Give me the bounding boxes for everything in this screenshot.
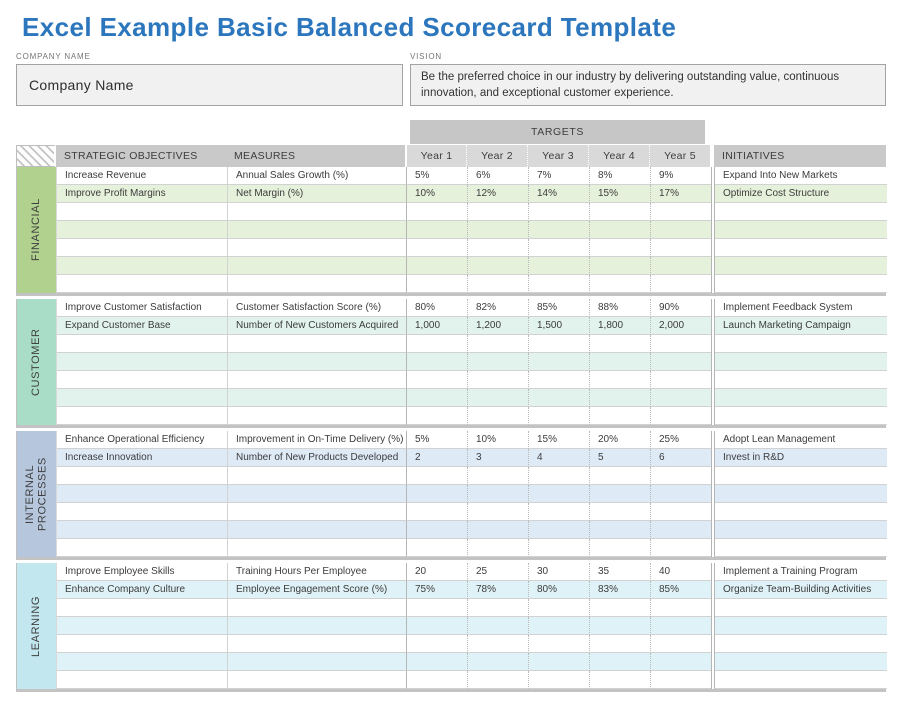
initiative-cell[interactable] <box>715 335 887 353</box>
objective-cell[interactable] <box>57 257 227 275</box>
objective-cell[interactable]: Enhance Operational Efficiency <box>57 431 227 449</box>
objective-cell[interactable] <box>57 389 227 407</box>
target-cell-year-3[interactable] <box>528 653 589 671</box>
initiative-cell[interactable] <box>715 203 887 221</box>
target-cell-year-5[interactable] <box>650 599 711 617</box>
measure-cell[interactable] <box>227 407 406 425</box>
target-cell-year-3[interactable] <box>528 617 589 635</box>
target-cell-year-2[interactable] <box>467 635 528 653</box>
target-cell-year-4[interactable] <box>589 653 650 671</box>
objective-cell[interactable] <box>57 407 227 425</box>
target-cell-year-2[interactable] <box>467 275 528 293</box>
column-header-year-1: Year 1 <box>405 145 466 167</box>
target-cell-year-4[interactable]: 15% <box>589 185 650 203</box>
initiative-cell[interactable] <box>715 617 887 635</box>
target-cell-year-2[interactable] <box>467 239 528 257</box>
target-cell-year-1[interactable] <box>406 371 467 389</box>
target-cell-year-3[interactable]: 30 <box>528 563 589 581</box>
target-cell-year-4[interactable] <box>589 599 650 617</box>
initiative-cell[interactable] <box>715 671 887 689</box>
target-cell-year-1[interactable]: 75% <box>406 581 467 599</box>
target-cell-year-3[interactable] <box>528 407 589 425</box>
measure-cell[interactable] <box>227 485 406 503</box>
measure-cell[interactable]: Number of New Products Developed <box>227 449 406 467</box>
table-header-row <box>16 145 886 167</box>
measure-cell[interactable] <box>227 539 406 557</box>
target-cell-year-5[interactable] <box>650 335 711 353</box>
target-cell-year-5[interactable] <box>650 275 711 293</box>
initiative-cell[interactable] <box>715 371 887 389</box>
target-cell-year-4[interactable] <box>589 485 650 503</box>
target-cell-year-1[interactable] <box>406 485 467 503</box>
objective-cell[interactable]: Improve Employee Skills <box>57 563 227 581</box>
target-cell-year-4[interactable] <box>589 221 650 239</box>
objective-cell[interactable]: Expand Customer Base <box>57 317 227 335</box>
target-cell-year-2[interactable]: 25 <box>467 563 528 581</box>
target-cell-year-3[interactable] <box>528 275 589 293</box>
initiative-cell[interactable]: Launch Marketing Campaign <box>715 317 887 335</box>
target-cell-year-4[interactable] <box>589 467 650 485</box>
target-cell-year-3[interactable] <box>528 539 589 557</box>
target-cell-year-5[interactable]: 17% <box>650 185 711 203</box>
objective-cell[interactable]: Increase Revenue <box>57 167 227 185</box>
target-cell-year-5[interactable] <box>650 407 711 425</box>
target-cell-year-3[interactable]: 1,500 <box>528 317 589 335</box>
target-cell-year-3[interactable] <box>528 335 589 353</box>
target-cell-year-5[interactable] <box>650 635 711 653</box>
initiative-cell[interactable] <box>715 221 887 239</box>
vision-label: VISION <box>410 52 442 61</box>
target-cell-year-5[interactable] <box>650 239 711 257</box>
section-customer <box>16 299 886 428</box>
target-cell-year-1[interactable] <box>406 671 467 689</box>
target-cell-year-1[interactable] <box>406 257 467 275</box>
measure-cell[interactable] <box>227 635 406 653</box>
target-cell-year-1[interactable] <box>406 635 467 653</box>
target-cell-year-3[interactable] <box>528 389 589 407</box>
initiative-cell[interactable] <box>715 503 887 521</box>
vision-input[interactable]: Be the preferred choice in our industry by delivering outstanding value, continuous innovation, and exceptional customer experience. <box>410 64 886 106</box>
scorecard-table <box>16 120 886 692</box>
measure-cell[interactable] <box>227 503 406 521</box>
target-cell-year-1[interactable]: 5% <box>406 431 467 449</box>
target-cell-year-2[interactable]: 12% <box>467 185 528 203</box>
target-cell-year-2[interactable]: 82% <box>467 299 528 317</box>
target-cell-year-4[interactable]: 20% <box>589 431 650 449</box>
section-learning <box>16 563 886 692</box>
target-cell-year-1[interactable]: 20 <box>406 563 467 581</box>
target-cell-year-3[interactable] <box>528 485 589 503</box>
measure-cell[interactable] <box>227 599 406 617</box>
target-cell-year-5[interactable] <box>650 353 711 371</box>
target-cell-year-3[interactable] <box>528 599 589 617</box>
target-cell-year-4[interactable]: 8% <box>589 167 650 185</box>
corner-hatch-cell <box>16 145 56 167</box>
target-cell-year-5[interactable] <box>650 485 711 503</box>
target-cell-year-1[interactable]: 1,000 <box>406 317 467 335</box>
target-cell-year-1[interactable] <box>406 389 467 407</box>
vision-field-group <box>410 52 886 106</box>
target-cell-year-3[interactable]: 80% <box>528 581 589 599</box>
objective-cell[interactable] <box>57 671 227 689</box>
target-cell-year-1[interactable] <box>406 539 467 557</box>
target-cell-year-5[interactable] <box>650 653 711 671</box>
measure-cell[interactable] <box>227 275 406 293</box>
target-cell-year-3[interactable] <box>528 203 589 221</box>
initiative-cell[interactable]: Implement a Training Program <box>715 563 887 581</box>
initiative-cell[interactable] <box>715 635 887 653</box>
target-cell-year-4[interactable]: 1,800 <box>589 317 650 335</box>
measure-cell[interactable] <box>227 257 406 275</box>
target-cell-year-1[interactable] <box>406 221 467 239</box>
target-cell-year-5[interactable]: 2,000 <box>650 317 711 335</box>
target-cell-year-5[interactable] <box>650 521 711 539</box>
targets-header: TARGETS <box>410 120 705 144</box>
target-cell-year-4[interactable] <box>589 521 650 539</box>
objective-cell[interactable] <box>57 335 227 353</box>
column-header-year-5: Year 5 <box>649 145 710 167</box>
target-cell-year-2[interactable] <box>467 539 528 557</box>
initiative-cell[interactable]: Organize Team-Building Activities <box>715 581 887 599</box>
target-cell-year-2[interactable]: 6% <box>467 167 528 185</box>
target-cell-year-2[interactable] <box>467 599 528 617</box>
target-cell-year-4[interactable] <box>589 257 650 275</box>
target-cell-year-3[interactable]: 15% <box>528 431 589 449</box>
target-cell-year-2[interactable] <box>467 467 528 485</box>
target-cell-year-3[interactable] <box>528 521 589 539</box>
target-cell-year-5[interactable]: 40 <box>650 563 711 581</box>
target-cell-year-3[interactable] <box>528 371 589 389</box>
section-internal-processes <box>16 431 886 560</box>
target-cell-year-3[interactable]: 7% <box>528 167 589 185</box>
measure-cell[interactable] <box>227 671 406 689</box>
target-cell-year-4[interactable] <box>589 539 650 557</box>
header-fields <box>16 52 886 106</box>
section-label-internal-processes: INTERNAL PROCESSES <box>23 457 49 531</box>
target-cell-year-5[interactable] <box>650 257 711 275</box>
target-cell-year-1[interactable] <box>406 275 467 293</box>
target-cell-year-2[interactable] <box>467 407 528 425</box>
measure-cell[interactable] <box>227 371 406 389</box>
target-cell-year-4[interactable] <box>589 617 650 635</box>
initiative-cell[interactable] <box>715 353 887 371</box>
target-cell-year-2[interactable] <box>467 203 528 221</box>
target-cell-year-4[interactable]: 5 <box>589 449 650 467</box>
initiative-cell[interactable] <box>715 389 887 407</box>
target-cell-year-3[interactable] <box>528 257 589 275</box>
target-cell-year-5[interactable] <box>650 671 711 689</box>
target-cell-year-4[interactable] <box>589 407 650 425</box>
target-cell-year-2[interactable] <box>467 353 528 371</box>
measure-cell[interactable]: Training Hours Per Employee <box>227 563 406 581</box>
initiative-cell[interactable]: Implement Feedback System <box>715 299 887 317</box>
targets-banner-row <box>16 120 886 144</box>
initiative-cell[interactable]: Optimize Cost Structure <box>715 185 887 203</box>
target-cell-year-4[interactable] <box>589 203 650 221</box>
objective-cell[interactable] <box>57 539 227 557</box>
target-cell-year-2[interactable] <box>467 671 528 689</box>
target-cell-year-2[interactable] <box>467 653 528 671</box>
measure-cell[interactable]: Employee Engagement Score (%) <box>227 581 406 599</box>
target-cell-year-2[interactable] <box>467 521 528 539</box>
target-cell-year-1[interactable]: 80% <box>406 299 467 317</box>
target-cell-year-1[interactable] <box>406 653 467 671</box>
target-cell-year-2[interactable] <box>467 485 528 503</box>
target-cell-year-5[interactable] <box>650 389 711 407</box>
target-cell-year-4[interactable] <box>589 635 650 653</box>
target-cell-year-2[interactable]: 3 <box>467 449 528 467</box>
target-cell-year-1[interactable] <box>406 335 467 353</box>
measure-cell[interactable] <box>227 617 406 635</box>
section-band-internal-processes <box>17 431 57 557</box>
measure-cell[interactable] <box>227 239 406 257</box>
objective-cell[interactable] <box>57 599 227 617</box>
target-cell-year-2[interactable] <box>467 335 528 353</box>
objective-cell[interactable] <box>57 503 227 521</box>
section-financial <box>16 167 886 296</box>
objective-cell[interactable] <box>57 653 227 671</box>
table-body <box>16 167 886 692</box>
measure-cell[interactable] <box>227 221 406 239</box>
column-header-year-2: Year 2 <box>466 145 527 167</box>
initiative-cell[interactable]: Expand Into New Markets <box>715 167 887 185</box>
section-band-learning <box>17 563 57 689</box>
target-cell-year-5[interactable] <box>650 203 711 221</box>
objective-cell[interactable] <box>57 467 227 485</box>
target-cell-year-1[interactable] <box>406 617 467 635</box>
target-cell-year-4[interactable] <box>589 353 650 371</box>
target-cell-year-5[interactable]: 9% <box>650 167 711 185</box>
initiative-cell[interactable] <box>715 467 887 485</box>
target-cell-year-2[interactable]: 78% <box>467 581 528 599</box>
target-cell-year-2[interactable]: 1,200 <box>467 317 528 335</box>
objective-cell[interactable] <box>57 221 227 239</box>
initiative-cell[interactable] <box>715 653 887 671</box>
target-cell-year-3[interactable] <box>528 239 589 257</box>
target-cell-year-4[interactable] <box>589 275 650 293</box>
target-cell-year-1[interactable] <box>406 407 467 425</box>
target-cell-year-5[interactable] <box>650 221 711 239</box>
measure-cell[interactable] <box>227 389 406 407</box>
objective-cell[interactable]: Improve Profit Margins <box>57 185 227 203</box>
target-cell-year-3[interactable]: 85% <box>528 299 589 317</box>
measure-cell[interactable] <box>227 353 406 371</box>
target-cell-year-4[interactable]: 35 <box>589 563 650 581</box>
target-cell-year-1[interactable]: 5% <box>406 167 467 185</box>
target-cell-year-5[interactable] <box>650 467 711 485</box>
target-cell-year-2[interactable] <box>467 503 528 521</box>
target-cell-year-1[interactable]: 10% <box>406 185 467 203</box>
section-band-financial <box>17 167 57 293</box>
target-cell-year-3[interactable]: 14% <box>528 185 589 203</box>
target-cell-year-1[interactable] <box>406 353 467 371</box>
company-name-field-group <box>16 52 403 106</box>
initiative-cell[interactable] <box>715 275 887 293</box>
target-cell-year-5[interactable]: 90% <box>650 299 711 317</box>
objective-cell[interactable] <box>57 275 227 293</box>
objective-cell[interactable] <box>57 485 227 503</box>
objective-cell[interactable] <box>57 371 227 389</box>
measure-cell[interactable]: Improvement in On-Time Delivery (%) <box>227 431 406 449</box>
objective-cell[interactable] <box>57 521 227 539</box>
section-label-customer: CUSTOMER <box>30 328 43 396</box>
column-header-year-3: Year 3 <box>527 145 588 167</box>
measure-cell[interactable]: Net Margin (%) <box>227 185 406 203</box>
objective-cell[interactable] <box>57 617 227 635</box>
section-label-learning: LEARNING <box>30 595 43 657</box>
target-cell-year-5[interactable] <box>650 539 711 557</box>
column-header-strategic-objectives: STRATEGIC OBJECTIVES <box>56 145 226 167</box>
target-cell-year-5[interactable] <box>650 371 711 389</box>
initiative-cell[interactable] <box>715 257 887 275</box>
target-cell-year-3[interactable] <box>528 635 589 653</box>
target-cell-year-4[interactable]: 88% <box>589 299 650 317</box>
target-cell-year-5[interactable]: 25% <box>650 431 711 449</box>
objective-cell[interactable]: Improve Customer Satisfaction <box>57 299 227 317</box>
section-band-customer <box>17 299 57 425</box>
measure-cell[interactable] <box>227 653 406 671</box>
target-cell-year-4[interactable] <box>589 239 650 257</box>
target-cell-year-2[interactable] <box>467 371 528 389</box>
objective-cell[interactable] <box>57 353 227 371</box>
target-cell-year-4[interactable] <box>589 371 650 389</box>
initiative-cell[interactable] <box>715 599 887 617</box>
target-cell-year-3[interactable]: 4 <box>528 449 589 467</box>
objective-cell[interactable] <box>57 635 227 653</box>
target-cell-year-4[interactable] <box>589 335 650 353</box>
target-cell-year-1[interactable] <box>406 521 467 539</box>
objective-cell[interactable] <box>57 239 227 257</box>
measure-cell[interactable] <box>227 203 406 221</box>
initiative-cell[interactable]: Adopt Lean Management <box>715 431 887 449</box>
target-cell-year-1[interactable] <box>406 503 467 521</box>
measure-cell[interactable] <box>227 335 406 353</box>
target-cell-year-1[interactable] <box>406 239 467 257</box>
measure-cell[interactable] <box>227 467 406 485</box>
company-name-input[interactable]: Company Name <box>16 64 403 106</box>
target-cell-year-5[interactable]: 85% <box>650 581 711 599</box>
company-name-label: COMPANY NAME <box>16 52 91 61</box>
initiative-cell[interactable] <box>715 407 887 425</box>
objective-cell[interactable] <box>57 203 227 221</box>
measure-cell[interactable]: Number of New Customers Acquired <box>227 317 406 335</box>
target-cell-year-1[interactable] <box>406 467 467 485</box>
initiative-cell[interactable] <box>715 521 887 539</box>
initiative-cell[interactable] <box>715 539 887 557</box>
target-cell-year-2[interactable] <box>467 257 528 275</box>
target-cell-year-5[interactable] <box>650 617 711 635</box>
target-cell-year-3[interactable] <box>528 221 589 239</box>
target-cell-year-4[interactable] <box>589 671 650 689</box>
page-title: Excel Example Basic Balanced Scorecard Template <box>22 12 677 42</box>
section-label-financial: FINANCIAL <box>30 198 43 262</box>
target-cell-year-5[interactable] <box>650 503 711 521</box>
target-cell-year-2[interactable] <box>467 617 528 635</box>
target-cell-year-1[interactable] <box>406 599 467 617</box>
target-cell-year-3[interactable] <box>528 467 589 485</box>
measure-cell[interactable] <box>227 521 406 539</box>
measure-cell[interactable]: Annual Sales Growth (%) <box>227 167 406 185</box>
target-cell-year-2[interactable] <box>467 389 528 407</box>
target-cell-year-1[interactable] <box>406 203 467 221</box>
target-cell-year-3[interactable] <box>528 671 589 689</box>
column-header-year-4: Year 4 <box>588 145 649 167</box>
initiative-cell[interactable] <box>715 239 887 257</box>
target-cell-year-4[interactable] <box>589 389 650 407</box>
target-cell-year-1[interactable]: 2 <box>406 449 467 467</box>
target-cell-year-2[interactable]: 10% <box>467 431 528 449</box>
target-cell-year-4[interactable] <box>589 503 650 521</box>
measure-cell[interactable]: Customer Satisfaction Score (%) <box>227 299 406 317</box>
target-cell-year-4[interactable]: 83% <box>589 581 650 599</box>
column-header-initiatives: INITIATIVES <box>714 145 886 167</box>
target-cell-year-5[interactable]: 6 <box>650 449 711 467</box>
target-cell-year-3[interactable] <box>528 503 589 521</box>
objective-cell[interactable]: Enhance Company Culture <box>57 581 227 599</box>
target-cell-year-3[interactable] <box>528 353 589 371</box>
initiative-cell[interactable]: Invest in R&D <box>715 449 887 467</box>
initiative-cell[interactable] <box>715 485 887 503</box>
target-cell-year-2[interactable] <box>467 221 528 239</box>
objective-cell[interactable]: Increase Innovation <box>57 449 227 467</box>
column-header-measures: MEASURES <box>226 145 405 167</box>
